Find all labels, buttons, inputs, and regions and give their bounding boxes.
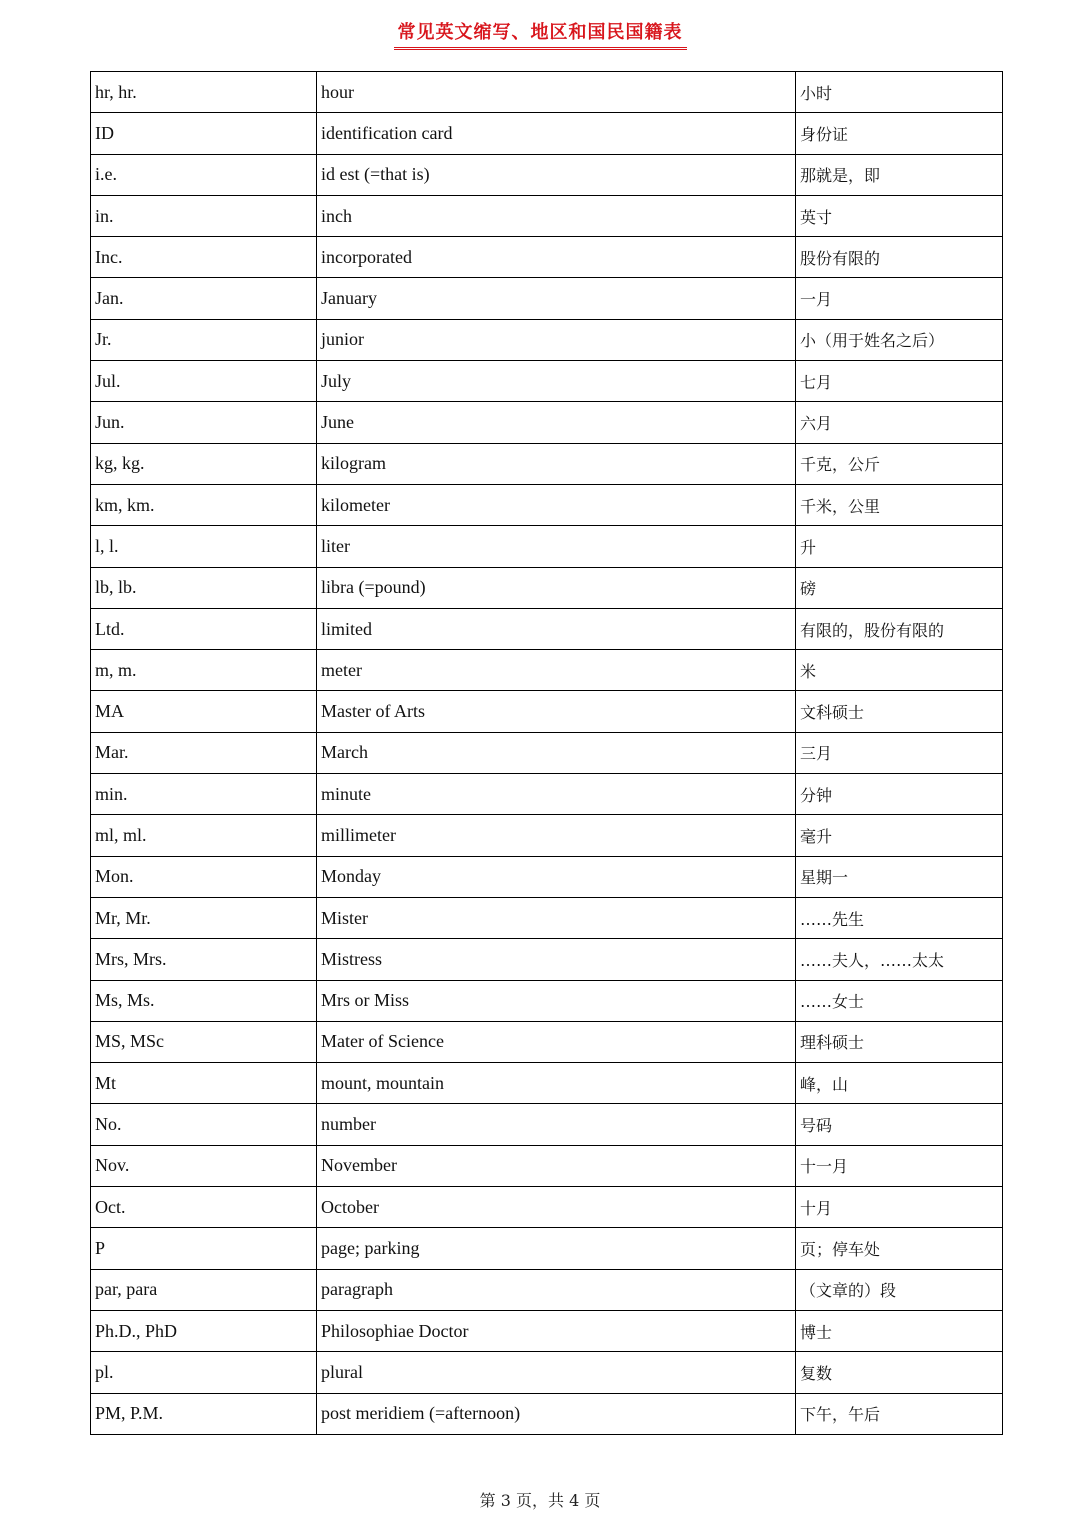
abbreviation-cell: ml, ml. <box>91 815 317 856</box>
full-form-cell: junior <box>317 319 796 360</box>
chinese-meaning-cell: （文章的）段 <box>796 1269 1003 1310</box>
table-row <box>91 1310 1003 1351</box>
abbreviation-cell: Mr, Mr. <box>91 897 317 938</box>
full-form-cell: limited <box>317 608 796 649</box>
table-row <box>91 113 1003 154</box>
full-form-cell: November <box>317 1145 796 1186</box>
chinese-meaning-cell: 星期一 <box>796 856 1003 897</box>
table-row <box>91 361 1003 402</box>
abbreviation-cell: Ltd. <box>91 608 317 649</box>
chinese-meaning-cell: ……女士 <box>796 980 1003 1021</box>
table-row <box>91 319 1003 360</box>
table-row <box>91 195 1003 236</box>
abbreviation-cell: Ms, Ms. <box>91 980 317 1021</box>
chinese-meaning-cell: 七月 <box>796 361 1003 402</box>
abbreviation-cell: P <box>91 1228 317 1269</box>
full-form-cell: Mrs or Miss <box>317 980 796 1021</box>
chinese-meaning-cell: 有限的，股份有限的 <box>796 608 1003 649</box>
abbreviation-cell: min. <box>91 774 317 815</box>
table-row <box>91 1145 1003 1186</box>
chinese-meaning-cell: ……先生 <box>796 897 1003 938</box>
table-row <box>91 237 1003 278</box>
document-title: 常见英文缩写、地区和国民国籍表 <box>394 18 687 50</box>
full-form-cell: plural <box>317 1352 796 1393</box>
abbreviation-cell: Jan. <box>91 278 317 319</box>
abbreviation-cell: Jul. <box>91 361 317 402</box>
chinese-meaning-cell: 股份有限的 <box>796 237 1003 278</box>
chinese-meaning-cell: 博士 <box>796 1310 1003 1351</box>
table-row <box>91 815 1003 856</box>
abbreviation-cell: m, m. <box>91 650 317 691</box>
abbreviation-cell: Mon. <box>91 856 317 897</box>
abbreviation-cell: Mar. <box>91 732 317 773</box>
table-row <box>91 732 1003 773</box>
abbreviation-cell: Inc. <box>91 237 317 278</box>
chinese-meaning-cell: ……夫人，……太太 <box>796 939 1003 980</box>
page-header <box>0 18 1080 50</box>
full-form-cell: incorporated <box>317 237 796 278</box>
abbreviation-cell: ID <box>91 113 317 154</box>
table-row <box>91 691 1003 732</box>
full-form-cell: Mater of Science <box>317 1021 796 1062</box>
table-row <box>91 484 1003 525</box>
table-row <box>91 1352 1003 1393</box>
full-form-cell: July <box>317 361 796 402</box>
chinese-meaning-cell: 那就是，即 <box>796 154 1003 195</box>
abbreviation-cell: hr, hr. <box>91 72 317 113</box>
table-row <box>91 278 1003 319</box>
chinese-meaning-cell: 一月 <box>796 278 1003 319</box>
full-form-cell: identification card <box>317 113 796 154</box>
full-form-cell: liter <box>317 526 796 567</box>
abbreviation-cell: l, l. <box>91 526 317 567</box>
chinese-meaning-cell: 米 <box>796 650 1003 691</box>
abbreviation-cell: MA <box>91 691 317 732</box>
table-row <box>91 774 1003 815</box>
table-row <box>91 526 1003 567</box>
full-form-cell: kilogram <box>317 443 796 484</box>
full-form-cell: Master of Arts <box>317 691 796 732</box>
full-form-cell: post meridiem (=afternoon) <box>317 1393 796 1434</box>
full-form-cell: March <box>317 732 796 773</box>
table-row <box>91 443 1003 484</box>
abbreviation-cell: par, para <box>91 1269 317 1310</box>
full-form-cell: inch <box>317 195 796 236</box>
table-row <box>91 402 1003 443</box>
full-form-cell: Monday <box>317 856 796 897</box>
full-form-cell: October <box>317 1187 796 1228</box>
abbreviation-cell: PM, P.M. <box>91 1393 317 1434</box>
full-form-cell: Mistress <box>317 939 796 980</box>
chinese-meaning-cell: 升 <box>796 526 1003 567</box>
chinese-meaning-cell: 十月 <box>796 1187 1003 1228</box>
full-form-cell: minute <box>317 774 796 815</box>
table-row <box>91 608 1003 649</box>
chinese-meaning-cell: 页；停车处 <box>796 1228 1003 1269</box>
full-form-cell: mount, mountain <box>317 1063 796 1104</box>
table-body <box>91 72 1003 1435</box>
full-form-cell: libra (=pound) <box>317 567 796 608</box>
table-row <box>91 1269 1003 1310</box>
abbreviation-cell: lb, lb. <box>91 567 317 608</box>
table-row <box>91 1104 1003 1145</box>
abbreviation-cell: Jun. <box>91 402 317 443</box>
page-footer: 第 3 页，共 4 页 <box>479 1491 601 1510</box>
table-row <box>91 1228 1003 1269</box>
full-form-cell: June <box>317 402 796 443</box>
abbreviation-cell: MS, MSc <box>91 1021 317 1062</box>
chinese-meaning-cell: 英寸 <box>796 195 1003 236</box>
abbreviation-cell: pl. <box>91 1352 317 1393</box>
full-form-cell: number <box>317 1104 796 1145</box>
chinese-meaning-cell: 千米，公里 <box>796 484 1003 525</box>
chinese-meaning-cell: 小（用于姓名之后） <box>796 319 1003 360</box>
table-row <box>91 1063 1003 1104</box>
table-row <box>91 1187 1003 1228</box>
chinese-meaning-cell: 毫升 <box>796 815 1003 856</box>
full-form-cell: hour <box>317 72 796 113</box>
chinese-meaning-cell: 号码 <box>796 1104 1003 1145</box>
full-form-cell: kilometer <box>317 484 796 525</box>
chinese-meaning-cell: 磅 <box>796 567 1003 608</box>
chinese-meaning-cell: 峰，山 <box>796 1063 1003 1104</box>
full-form-cell: id est (=that is) <box>317 154 796 195</box>
abbreviation-cell: No. <box>91 1104 317 1145</box>
full-form-cell: meter <box>317 650 796 691</box>
abbreviation-cell: Nov. <box>91 1145 317 1186</box>
table-row <box>91 154 1003 195</box>
abbreviation-cell: Oct. <box>91 1187 317 1228</box>
full-form-cell: January <box>317 278 796 319</box>
abbreviation-cell: Jr. <box>91 319 317 360</box>
abbreviation-cell: kg, kg. <box>91 443 317 484</box>
chinese-meaning-cell: 小时 <box>796 72 1003 113</box>
abbreviation-cell: km, km. <box>91 484 317 525</box>
full-form-cell: Mister <box>317 897 796 938</box>
abbreviation-cell: Mt <box>91 1063 317 1104</box>
abbreviation-cell: in. <box>91 195 317 236</box>
full-form-cell: millimeter <box>317 815 796 856</box>
abbreviation-cell: Ph.D., PhD <box>91 1310 317 1351</box>
abbreviation-table <box>90 71 1003 1435</box>
chinese-meaning-cell: 六月 <box>796 402 1003 443</box>
full-form-cell: Philosophiae Doctor <box>317 1310 796 1351</box>
chinese-meaning-cell: 下午，午后 <box>796 1393 1003 1434</box>
table-row <box>91 856 1003 897</box>
chinese-meaning-cell: 分钟 <box>796 774 1003 815</box>
chinese-meaning-cell: 身份证 <box>796 113 1003 154</box>
table-row <box>91 1021 1003 1062</box>
abbreviation-cell: i.e. <box>91 154 317 195</box>
table-row <box>91 897 1003 938</box>
table-row <box>91 567 1003 608</box>
table-row <box>91 72 1003 113</box>
table-row <box>91 939 1003 980</box>
chinese-meaning-cell: 文科硕士 <box>796 691 1003 732</box>
table-row <box>91 980 1003 1021</box>
full-form-cell: page; parking <box>317 1228 796 1269</box>
table-row <box>91 1393 1003 1434</box>
chinese-meaning-cell: 复数 <box>796 1352 1003 1393</box>
abbreviation-cell: Mrs, Mrs. <box>91 939 317 980</box>
table-row <box>91 650 1003 691</box>
chinese-meaning-cell: 十一月 <box>796 1145 1003 1186</box>
chinese-meaning-cell: 三月 <box>796 732 1003 773</box>
chinese-meaning-cell: 理科硕士 <box>796 1021 1003 1062</box>
chinese-meaning-cell: 千克，公斤 <box>796 443 1003 484</box>
full-form-cell: paragraph <box>317 1269 796 1310</box>
